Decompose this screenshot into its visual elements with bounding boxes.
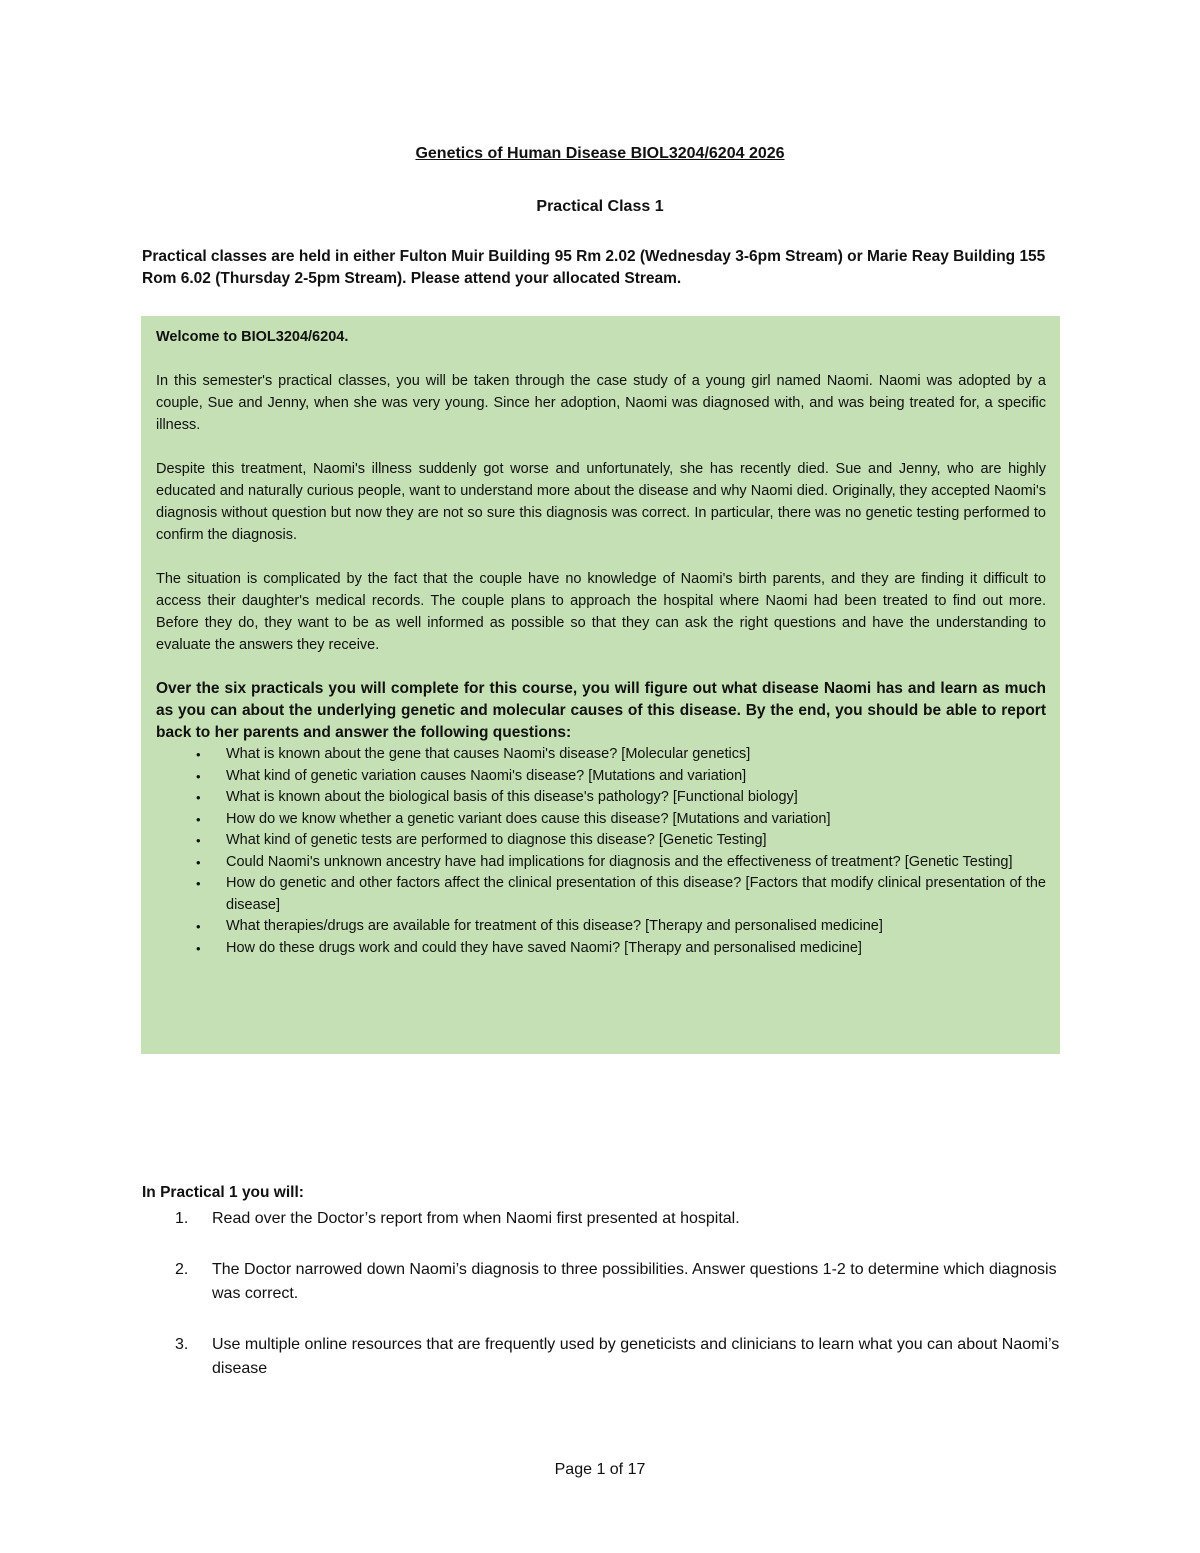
document-title: Genetics of Human Disease BIOL3204/6204 2026 (415, 145, 785, 162)
list-item (142, 1333, 1060, 1381)
step-text: Read over the Doctor’s report from when Naomi first presented at hospital. (212, 1210, 740, 1227)
step-number: 2. (175, 1261, 189, 1278)
list-item (156, 744, 1046, 766)
document-subtitle: Practical Class 1 (536, 198, 664, 215)
bullet-icon: • (196, 940, 201, 956)
list-item (156, 938, 1046, 960)
question-text: How do these drugs work and could they have saved Naomi? [Therapy and personalised medicine] (226, 939, 862, 956)
list-item (142, 1207, 1060, 1231)
list-item (156, 830, 1046, 852)
question-text: What kind of genetic tests are performed to diagnose this disease? [Genetic Testing] (226, 832, 767, 848)
practical-steps (142, 1207, 1060, 1408)
bullet-icon: • (196, 833, 201, 848)
case-paragraph: Despite this treatment, Naomi's illness suddenly got worse and unfortunately, she has recently died. Sue and Jenny, who are highly educated and naturally curious people, want to understand more about the disease and why Naomi died. Originally, they accepted Naomi's diagnosis without question but now they are not so sure this diagnosis was correct. In particular, there was no genetic testing performed to confirm the diagnosis. (156, 461, 1046, 543)
list-item (156, 916, 1046, 938)
bullet-icon: • (196, 747, 201, 762)
practical-heading: In Practical 1 you will: (142, 1184, 304, 1201)
list-item (156, 873, 1046, 916)
step-text: Use multiple online resources that are frequently used by geneticists and clinicians to learn what you can about Naomi’s disease (212, 1336, 1060, 1377)
step-number: 3. (175, 1336, 189, 1353)
question-text: What therapies/drugs are available for treatment of this disease? [Therapy and personalised medicine] (226, 918, 883, 934)
list-item (142, 1258, 1060, 1306)
list-item (156, 766, 1046, 788)
bullet-icon: • (196, 790, 201, 805)
question-text: What is known about the gene that causes Naomi's disease? [Molecular genetics] (226, 746, 751, 762)
question-text: How do genetic and other factors affect the clinical presentation of this disease? [Factors that modify clinical presentation of the disease] (226, 875, 1046, 913)
bullet-icon: • (196, 919, 201, 934)
list-item (156, 809, 1046, 831)
question-list (156, 744, 1046, 959)
case-paragraph: In this semester's practical classes, you will be taken through the case study of a young girl named Naomi. Naomi was adopted by a couple, Sue and Jenny, when she was very young. Since her adoption, Naomi was diagnosed with, and was being treated for, a specific illness. (156, 373, 1046, 433)
objectives-paragraph: Over the six practicals you will complete for this course, you will figure out what disease Naomi has and learn as much as you can about the underlying genetic and molecular causes of this disease. By the end, you should be able to report back to her parents and answer the following questions: (156, 680, 1046, 741)
step-number: 1. (175, 1210, 189, 1227)
welcome-heading: Welcome to BIOL3204/6204. (156, 329, 349, 345)
page-number: Page 1 of 17 (554, 1461, 646, 1478)
question-text: What is known about the biological basis of this disease's pathology? [Functional biology] (226, 789, 798, 805)
question-text: Could Naomi's unknown ancestry have had implications for diagnosis and the effectiveness of treatment? [Genetic Testing] (226, 853, 1013, 870)
case-paragraph: The situation is complicated by the fact that the couple have no knowledge of Naomi's birth parents, and they are finding it difficult to access their daughter's medical records. The couple plans to approach the hospital where Naomi had been treated to find out more. Before they do, they want to be as well informed as possible so that they can ask the right questions and have the understanding to evaluate the answers they receive. (156, 571, 1046, 653)
bullet-icon: • (196, 811, 201, 827)
case-study-box (141, 316, 1060, 1054)
bullet-icon: • (196, 876, 201, 891)
step-text: The Doctor narrowed down Naomi’s diagnosis to three possibilities. Answer questions 1-2 to determine which diagnosis was correct. (212, 1261, 1057, 1302)
bullet-icon: • (196, 768, 201, 784)
bullet-icon: • (196, 854, 201, 870)
list-item (156, 787, 1046, 809)
list-item (156, 852, 1046, 874)
question-text: What kind of genetic variation causes Naomi's disease? [Mutations and variation] (226, 767, 747, 784)
question-text: How do we know whether a genetic variant does cause this disease? [Mutations and variation] (226, 810, 831, 827)
intro-paragraph: Practical classes are held in either Fulton Muir Building 95 Rm 2.02 (Wednesday 3-6pm Stream) or Marie Reay Building 155 Rom 6.02 (Thursday 2-5pm Stream). Please attend your allocated Stream. (142, 248, 1046, 287)
